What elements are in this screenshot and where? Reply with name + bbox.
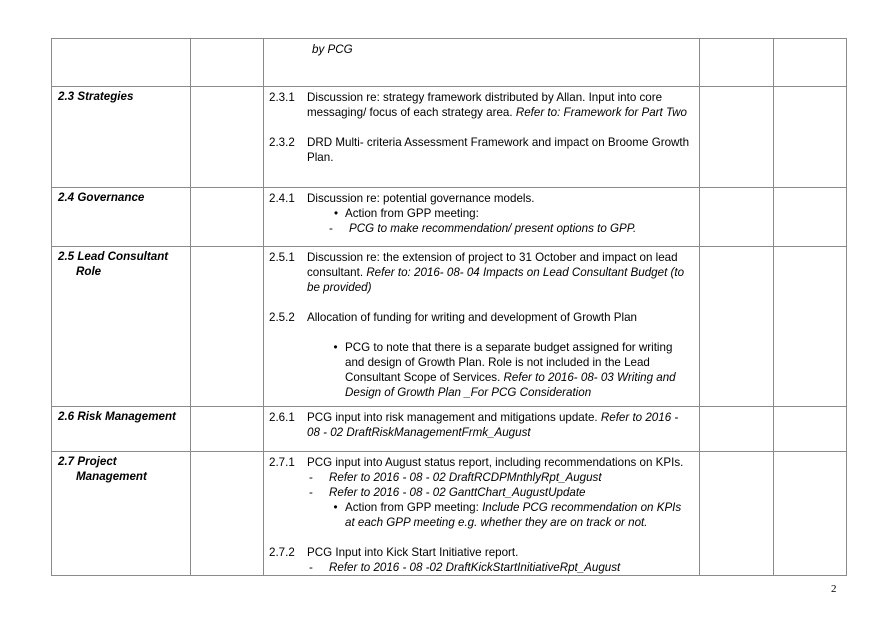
reference-link: Refer to 2016- 08- 03 Writing and Design of Growth Plan _For PCG Consideration	[345, 371, 676, 399]
bullet-icon: •	[333, 501, 338, 514]
continued-text: by PCG	[312, 43, 353, 56]
reference-link: Refer to 2016 - 08 -02 DraftKickStartInitiativeRpt_August	[329, 561, 621, 574]
table-row	[52, 188, 847, 247]
table-row	[52, 247, 847, 407]
agenda-item: 2.5.1 Discussion re: the extension of project to 31 October and impact on lead consultant. Refer to: 2016- 08- 04 Impacts on Lead Consultant Budget (to be provided)	[269, 251, 685, 294]
table-row	[52, 407, 847, 452]
section-heading: 2.5 Lead Consultant Role	[58, 250, 169, 278]
section-heading: 2.6 Risk Management	[58, 410, 176, 423]
reference-link: Refer to: Framework for Part Two	[515, 106, 687, 119]
agenda-item: 2.7.1 PCG input into August status report, including recommendations on KPIs. - Refer to 2016 - 08 - 02 DraftRCDPMnthlyRpt_August - Refer to 2016 - 08 - 02 GanttChart_AugustUpdate • Action from GPP meeting: Include PCG recommendation on KPIs at each GPP meeting e.g. whether they are on track or not.	[269, 456, 684, 529]
section-heading: 2.3 Strategies	[58, 90, 134, 103]
agenda-item: 2.3.2 DRD Multi- criteria Assessment Framework and impact on Broome Growth Plan.	[269, 136, 690, 164]
dash-icon: -	[309, 486, 313, 499]
bullet-icon: •	[333, 207, 339, 220]
dash-icon: -	[329, 222, 333, 235]
table-row	[52, 39, 847, 87]
heading-cell	[52, 39, 191, 87]
agenda-item: 2.3.1 Discussion re: strategy framework distributed by Allan. Input into core messaging/ focus of each strategy area. Refer to: Framework for Part Two	[269, 91, 687, 119]
section-heading: 2.7 Project Management	[58, 455, 147, 483]
table-row	[52, 87, 847, 188]
table-row	[52, 452, 847, 576]
page-number: 2	[831, 583, 837, 595]
reference-link: Refer to 2016 - 08 - 02 GanttChart_AugustUpdate	[329, 486, 586, 499]
reference-link: Refer to 2016 - 08 - 02 DraftRiskManagementFrmk_August	[307, 411, 679, 439]
bullet-icon: •	[333, 341, 338, 354]
reference-link: Refer to 2016 - 08 - 02 DraftRCDPMnthlyRpt_August	[329, 471, 602, 484]
agenda-item: 2.5.2 Allocation of funding for writing and development of Growth Plan • PCG to note that there is a separate budget assigned for writing and design of Growth Plan. Role is not included in the Lead Consultant Scope of Services. Refer to 2016- 08- 03 Writing and Design of Growth Plan _For PCG Consideration	[269, 311, 676, 399]
agenda-item: 2.7.2 PCG Input into Kick Start Initiative report. - Refer to 2016 - 08 -02 DraftKickStartInitiativeRpt_August	[269, 546, 621, 574]
dash-icon: -	[309, 561, 313, 574]
dash-icon: -	[309, 471, 313, 484]
minutes-table	[51, 38, 847, 576]
reference-link: Refer to: 2016- 08- 04 Impacts on Lead Consultant Budget (to be provided)	[307, 266, 685, 294]
agenda-item: 2.4.1 Discussion re: potential governance models. • Action from GPP meeting: - PCG to make recommendation/ present options to GPP.	[269, 192, 637, 235]
section-heading: 2.4 Governance	[58, 191, 145, 204]
agenda-item: 2.6.1 PCG input into risk management and mitigations update. Refer to 2016 - 08 - 02 DraftRiskManagementFrmk_August	[269, 411, 679, 439]
